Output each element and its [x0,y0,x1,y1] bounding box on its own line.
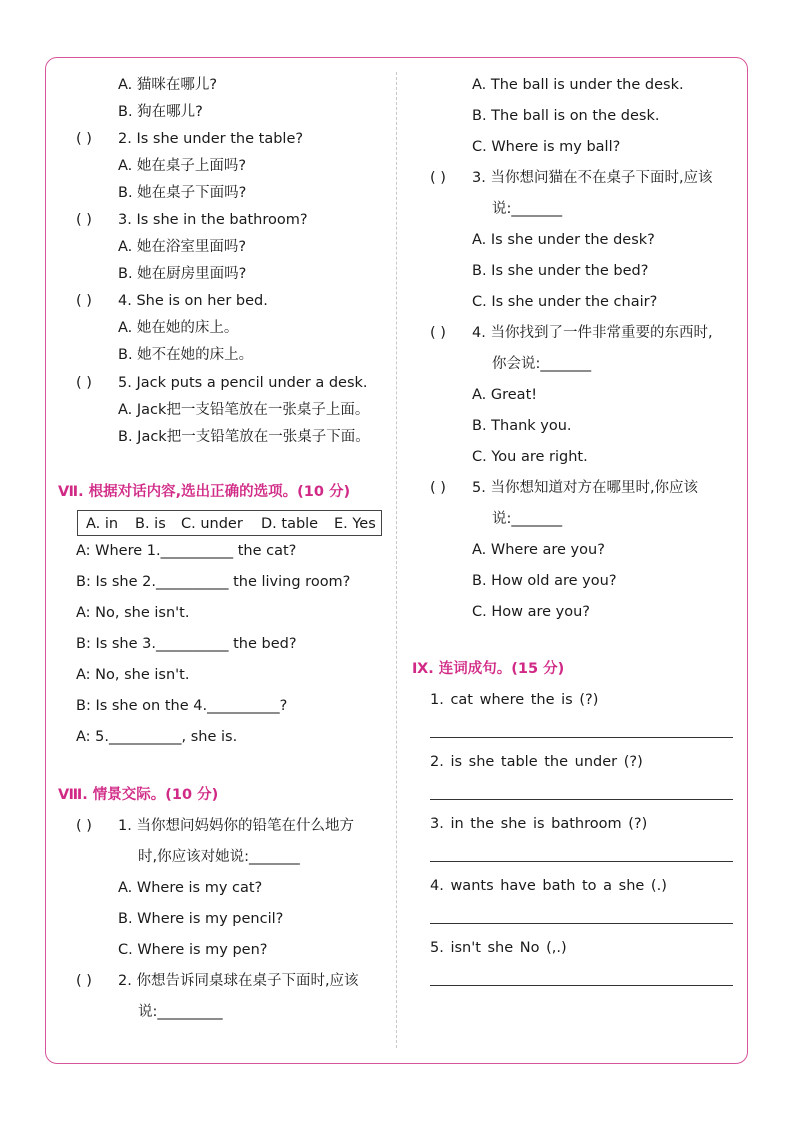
section-heading: Ⅷ. 情景交际。(10 分) [58,787,219,803]
word-order-item: 2. is she table the under (?) [430,754,643,770]
question-text: 说:_______ [492,511,563,527]
option-a: A. Great! [472,387,538,403]
option-a: A. The ball is under the desk. [472,77,684,93]
question-text: 5. 当你想知道对方在哪里时,你应该 [472,480,699,496]
dialogue-line: A: 5.__________, she is. [76,729,238,745]
answer-line[interactable] [430,985,733,986]
answer-bracket[interactable]: ( ) [76,293,92,309]
q1-option-b: B. 狗在哪儿? [118,104,203,120]
word-bank-box [77,510,382,536]
word-bank-option: B. is [135,516,166,532]
option-c: C. Where is my pen? [118,942,268,958]
question-text: 3. Is she in the bathroom? [118,212,308,228]
option-b: B. Where is my pencil? [118,911,284,927]
dialogue-line: A: No, she isn't. [76,667,190,683]
option-b: B. 她不在她的床上。 [118,347,254,363]
answer-bracket[interactable]: ( ) [76,818,92,834]
option-c: C. How are you? [472,604,590,620]
word-order-item: 1. cat where the is (?) [430,692,599,708]
option-a: A. Is she under the desk? [472,232,655,248]
option-c: C. Is she under the chair? [472,294,658,310]
section-heading: Ⅸ. 连词成句。(15 分) [412,661,565,677]
answer-bracket[interactable]: ( ) [76,131,92,147]
question-text: 5. Jack puts a pencil under a desk. [118,375,368,391]
option-a: A. 她在她的床上。 [118,320,239,336]
answer-line[interactable] [430,737,733,738]
option-b: B. Is she under the bed? [472,263,649,279]
answer-line[interactable] [430,799,733,800]
option-a: A. Jack把一支铅笔放在一张桌子上面。 [118,402,370,418]
answer-line[interactable] [430,861,733,862]
option-b: B. The ball is on the desk. [472,108,660,124]
word-bank-option: E. Yes [334,516,376,532]
question-text: 说:_________ [138,1004,223,1020]
option-c: C. Where is my ball? [472,139,621,155]
question-text: 你会说:_______ [492,356,592,372]
word-order-item: 5. isn't she No (,.) [430,940,567,956]
answer-bracket[interactable]: ( ) [430,170,446,186]
question-text: 2. 你想告诉同桌球在桌子下面时,应该 [118,973,359,989]
section-heading: Ⅶ. 根据对话内容,选出正确的选项。(10 分) [58,484,351,500]
word-order-item: 3. in the she is bathroom (?) [430,816,648,832]
word-bank-option: D. table [261,516,319,532]
answer-bracket[interactable]: ( ) [76,973,92,989]
column-divider [396,72,397,1048]
option-a: A. Where are you? [472,542,605,558]
word-order-item: 4. wants have bath to a she (.) [430,878,667,894]
question-text: 3. 当你想问猫在不在桌子下面时,应该 [472,170,713,186]
option-a: A. Where is my cat? [118,880,263,896]
question-text: 1. 当你想问妈妈你的铅笔在什么地方 [118,818,354,834]
dialogue-line: A: Where 1.__________ the cat? [76,543,297,559]
word-bank-option: C. under [181,516,243,532]
option-a: A. 她在桌子上面吗? [118,158,247,174]
answer-bracket[interactable]: ( ) [430,325,446,341]
answer-bracket[interactable]: ( ) [76,212,92,228]
dialogue-line: B: Is she 2.__________ the living room? [76,574,351,590]
option-b: B. Thank you. [472,418,572,434]
option-b: B. 她在桌子下面吗? [118,185,247,201]
answer-bracket[interactable]: ( ) [76,375,92,391]
question-text: 2. Is she under the table? [118,131,304,147]
question-text: 4. 当你找到了一件非常重要的东西时, [472,325,713,341]
option-b: B. 她在厨房里面吗? [118,266,247,282]
question-text: 4. She is on her bed. [118,293,268,309]
dialogue-line: A: No, she isn't. [76,605,190,621]
answer-bracket[interactable]: ( ) [430,480,446,496]
option-a: A. 她在浴室里面吗? [118,239,247,255]
option-b: B. Jack把一支铅笔放在一张桌子下面。 [118,429,370,445]
option-b: B. How old are you? [472,573,617,589]
question-text: 时,你应该对她说:_______ [138,849,300,865]
word-bank-option: A. in [86,516,119,532]
dialogue-line: B: Is she 3.__________ the bed? [76,636,297,652]
q1-option-a: A. 猫咪在哪儿? [118,77,218,93]
question-text: 说:_______ [492,201,563,217]
dialogue-line: B: Is she on the 4.__________? [76,698,288,714]
answer-line[interactable] [430,923,733,924]
option-c: C. You are right. [472,449,588,465]
